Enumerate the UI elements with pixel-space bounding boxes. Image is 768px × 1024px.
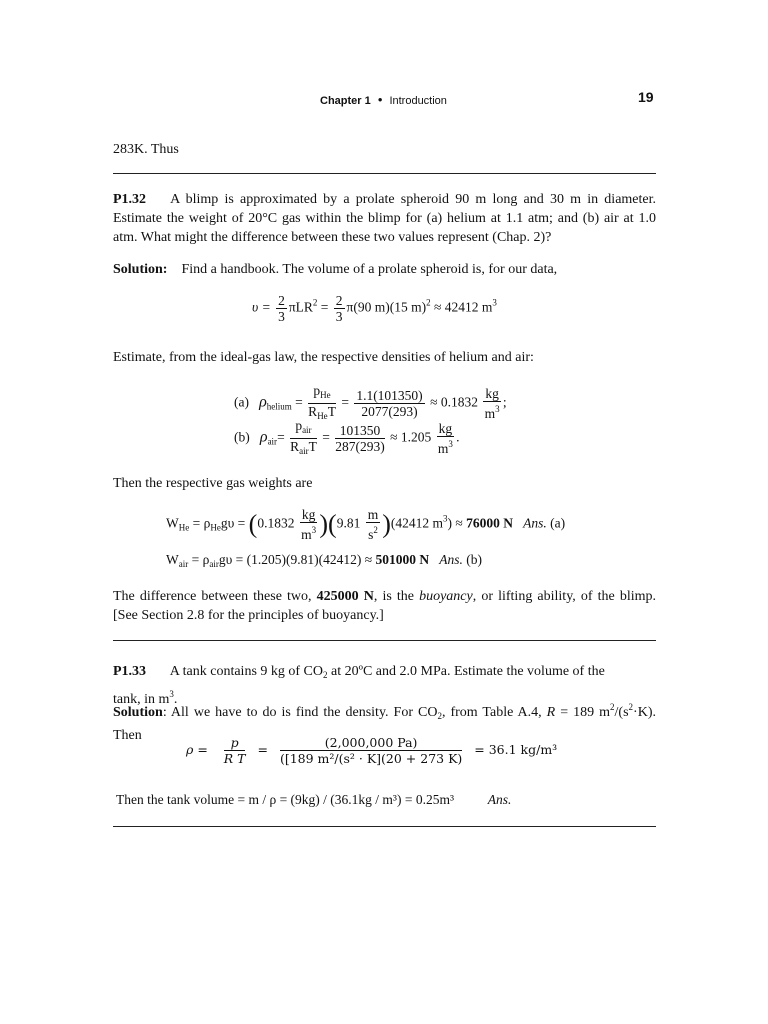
result-value: 501000 N	[375, 552, 430, 567]
subscript: air	[209, 559, 219, 569]
subscript: helium	[266, 401, 292, 412]
page-number: 19	[638, 89, 654, 105]
weight-equation-helium	[166, 507, 565, 542]
t-symbol: T	[308, 439, 317, 454]
exponent: 3	[448, 439, 453, 449]
fraction	[276, 293, 287, 324]
value: 0.1832	[257, 515, 298, 531]
volume-equation	[252, 293, 497, 324]
exponent: 3	[495, 404, 500, 414]
eq-sign: =	[277, 429, 289, 445]
fraction	[334, 293, 345, 324]
divider-top	[113, 173, 656, 174]
subscript: He	[178, 522, 190, 533]
unit-fraction	[300, 507, 318, 542]
denominator: R T	[223, 751, 246, 766]
conclusion-text: , or lifting ability, of the blimp. [See Section 2.8 for the principles of buoyancy.]	[113, 589, 656, 623]
answer-tag: (a)	[550, 515, 566, 531]
w-symbol: W	[166, 552, 179, 567]
previous-solution-line: 283K. Thus	[113, 142, 179, 157]
eq-term: = ρ	[189, 515, 211, 531]
eq-lhs: ρ =	[186, 742, 208, 757]
subscript: He	[210, 522, 221, 533]
numerator: 1.1(101350)	[356, 388, 423, 403]
exponent: 3	[311, 525, 317, 535]
exponent: 2	[628, 702, 634, 712]
eq-term: gυ = (1.205)(9.81)(42412) ≈	[218, 552, 376, 567]
denominator: 3	[335, 309, 343, 324]
eq-sign: =	[291, 394, 307, 410]
denominator: 287(293)	[335, 439, 385, 454]
eq-lhs: υ =	[252, 299, 271, 315]
eq-term: π(90 m)(15 m)	[346, 299, 427, 315]
unit: m	[301, 527, 312, 542]
denominator: 3	[278, 309, 285, 324]
numerator: kg	[485, 386, 499, 401]
bullet: •	[377, 92, 383, 107]
solution-text: , from Table A.4,	[441, 705, 547, 720]
eq-term: (42412 m	[390, 515, 443, 531]
problem-label: P1.32	[113, 192, 147, 207]
fraction	[224, 735, 246, 766]
weight-equation-air	[166, 552, 482, 569]
co2-density-equation	[186, 735, 557, 766]
exponent: 2	[426, 297, 431, 308]
subscript: 2	[437, 711, 442, 721]
solution-text: Find a handbook. The volume of a prolate spheroid is, for our data,	[181, 262, 558, 277]
eq-term: ) ≈	[447, 515, 467, 531]
subscript: air	[302, 425, 312, 435]
exponent: 3	[169, 689, 174, 699]
paren: (	[248, 509, 258, 539]
eq-tag: (a)	[234, 394, 249, 410]
eq-sign: =	[317, 299, 332, 315]
solution-text: : All we have to do is find the density. For CO	[162, 705, 438, 720]
denominator	[300, 523, 318, 542]
section-label: Introduction	[389, 95, 447, 107]
eq-result: ≈ 1.205	[386, 429, 435, 445]
problem-text: .	[173, 692, 178, 707]
problem-label: P1.33	[113, 664, 147, 679]
eq-term: gυ =	[220, 515, 249, 531]
eq-sign: =	[257, 742, 268, 757]
numerator: 2	[278, 293, 285, 308]
problem-1-32-statement	[113, 190, 656, 247]
numerator: 101350	[335, 423, 385, 439]
subscript: 2	[323, 670, 328, 680]
numerator	[290, 418, 317, 439]
denominator	[483, 402, 501, 421]
r-symbol: R	[290, 439, 300, 454]
solution-intro	[113, 260, 656, 279]
subscript: air	[178, 559, 189, 569]
eq-sign: =	[337, 394, 353, 410]
eq-result: = 36.1 kg/m³	[474, 742, 558, 757]
conclusion	[113, 587, 656, 625]
exponent: 3	[492, 297, 497, 308]
unit-fraction	[483, 386, 501, 421]
numerator: 2	[335, 293, 343, 308]
solution-text: ·K). Then	[113, 705, 656, 743]
punctuation: .	[456, 429, 460, 445]
buoyancy-term: buoyancy	[419, 589, 473, 604]
subscript: He	[320, 390, 331, 400]
denominator	[437, 437, 455, 456]
denominator	[290, 439, 317, 459]
subscript: air	[267, 436, 278, 447]
unit: s	[368, 527, 374, 542]
answer-label: Ans.	[487, 792, 512, 807]
numerator: m	[367, 507, 379, 522]
divider-middle	[113, 640, 656, 641]
fraction	[335, 423, 385, 454]
t-symbol: T	[327, 404, 336, 419]
tank-volume-line	[116, 792, 511, 808]
conclusion-text: , is the	[373, 589, 420, 604]
p-symbol: p	[313, 383, 321, 398]
numerator: kg	[301, 507, 316, 522]
r-symbol: R	[308, 404, 318, 419]
value: 9.81	[336, 515, 364, 531]
unit-fraction	[366, 507, 381, 542]
problem-text: at 20ºC and 2.0 MPa. Estimate the volume of the tank, in m	[113, 664, 605, 707]
subscript: air	[299, 446, 309, 456]
conclusion-text: The difference between these two,	[113, 589, 317, 604]
answer-label: Ans.	[439, 552, 463, 567]
paren: (	[328, 509, 337, 539]
denominator: 2077(293)	[361, 404, 418, 419]
fraction	[354, 388, 424, 419]
unit: m	[437, 441, 449, 456]
exponent: 3	[443, 513, 448, 524]
paren: )	[382, 509, 391, 539]
punctuation: ;	[502, 394, 507, 410]
weights-intro: Then the respective gas weights are	[113, 476, 313, 491]
numerator: kg	[438, 421, 453, 436]
eq-result: ≈ 0.1832	[426, 394, 482, 410]
problem-text: A blimp is approximated by a prolate spheroid 90 m long and 30 m in diameter. Estimate the weight of 20°C gas within the blimp for (a) helium at 1.1 atm; and (b) air at 1.0 atm. What might the difference between these two values represent (Chap. 2)?	[113, 192, 656, 245]
chapter-label: Chapter 1	[320, 95, 371, 107]
eq-term: = ρ	[188, 552, 210, 567]
p-symbol: p	[295, 418, 303, 433]
eq-tag: (b)	[234, 429, 250, 445]
numerator	[308, 383, 336, 404]
result-value: 76000 N	[466, 515, 514, 531]
volume-equation: Then the tank volume = m / ρ = (9kg) / (36.1kg / m³) = 0.25m³	[116, 792, 455, 807]
w-symbol: W	[166, 515, 179, 531]
numerator: (2,000,000 Pa)	[280, 735, 462, 751]
exponent: 2	[312, 297, 318, 308]
answer-tag: (b)	[466, 552, 483, 567]
solution-text: /(s	[614, 705, 629, 720]
divider-bottom	[113, 826, 656, 827]
r-symbol: R	[546, 705, 556, 720]
eq-term: πLR	[288, 299, 313, 315]
denominator	[366, 523, 381, 542]
unit: m	[484, 406, 496, 421]
fraction	[290, 418, 317, 459]
eq-sign: =	[318, 429, 334, 445]
paren: )	[319, 509, 329, 539]
subscript: He	[317, 411, 328, 421]
exponent: 2	[610, 702, 615, 712]
density-equation-air	[234, 418, 460, 459]
rho-symbol: ρ	[259, 393, 267, 411]
solution-text: = 189 m	[555, 705, 611, 720]
solution-label: Solution	[113, 705, 163, 720]
rho-symbol: ρ	[259, 428, 268, 446]
density-intro: Estimate, from the ideal-gas law, the respective densities of helium and air:	[113, 350, 534, 365]
buoyancy-value: 425000 N	[316, 589, 374, 604]
unit-fraction	[437, 421, 455, 456]
denominator: ([189 m²/(s² · K](20 + 273 K)	[279, 751, 463, 766]
problem-text: A tank contains 9 kg of CO	[169, 664, 324, 679]
eq-result: ≈ 42412 m	[430, 299, 493, 315]
numerator: p	[224, 735, 246, 751]
answer-label: Ans.	[523, 515, 547, 531]
exponent: 2	[373, 525, 378, 535]
running-head	[320, 92, 447, 107]
solution-label: Solution:	[113, 262, 168, 277]
fraction	[280, 735, 462, 766]
